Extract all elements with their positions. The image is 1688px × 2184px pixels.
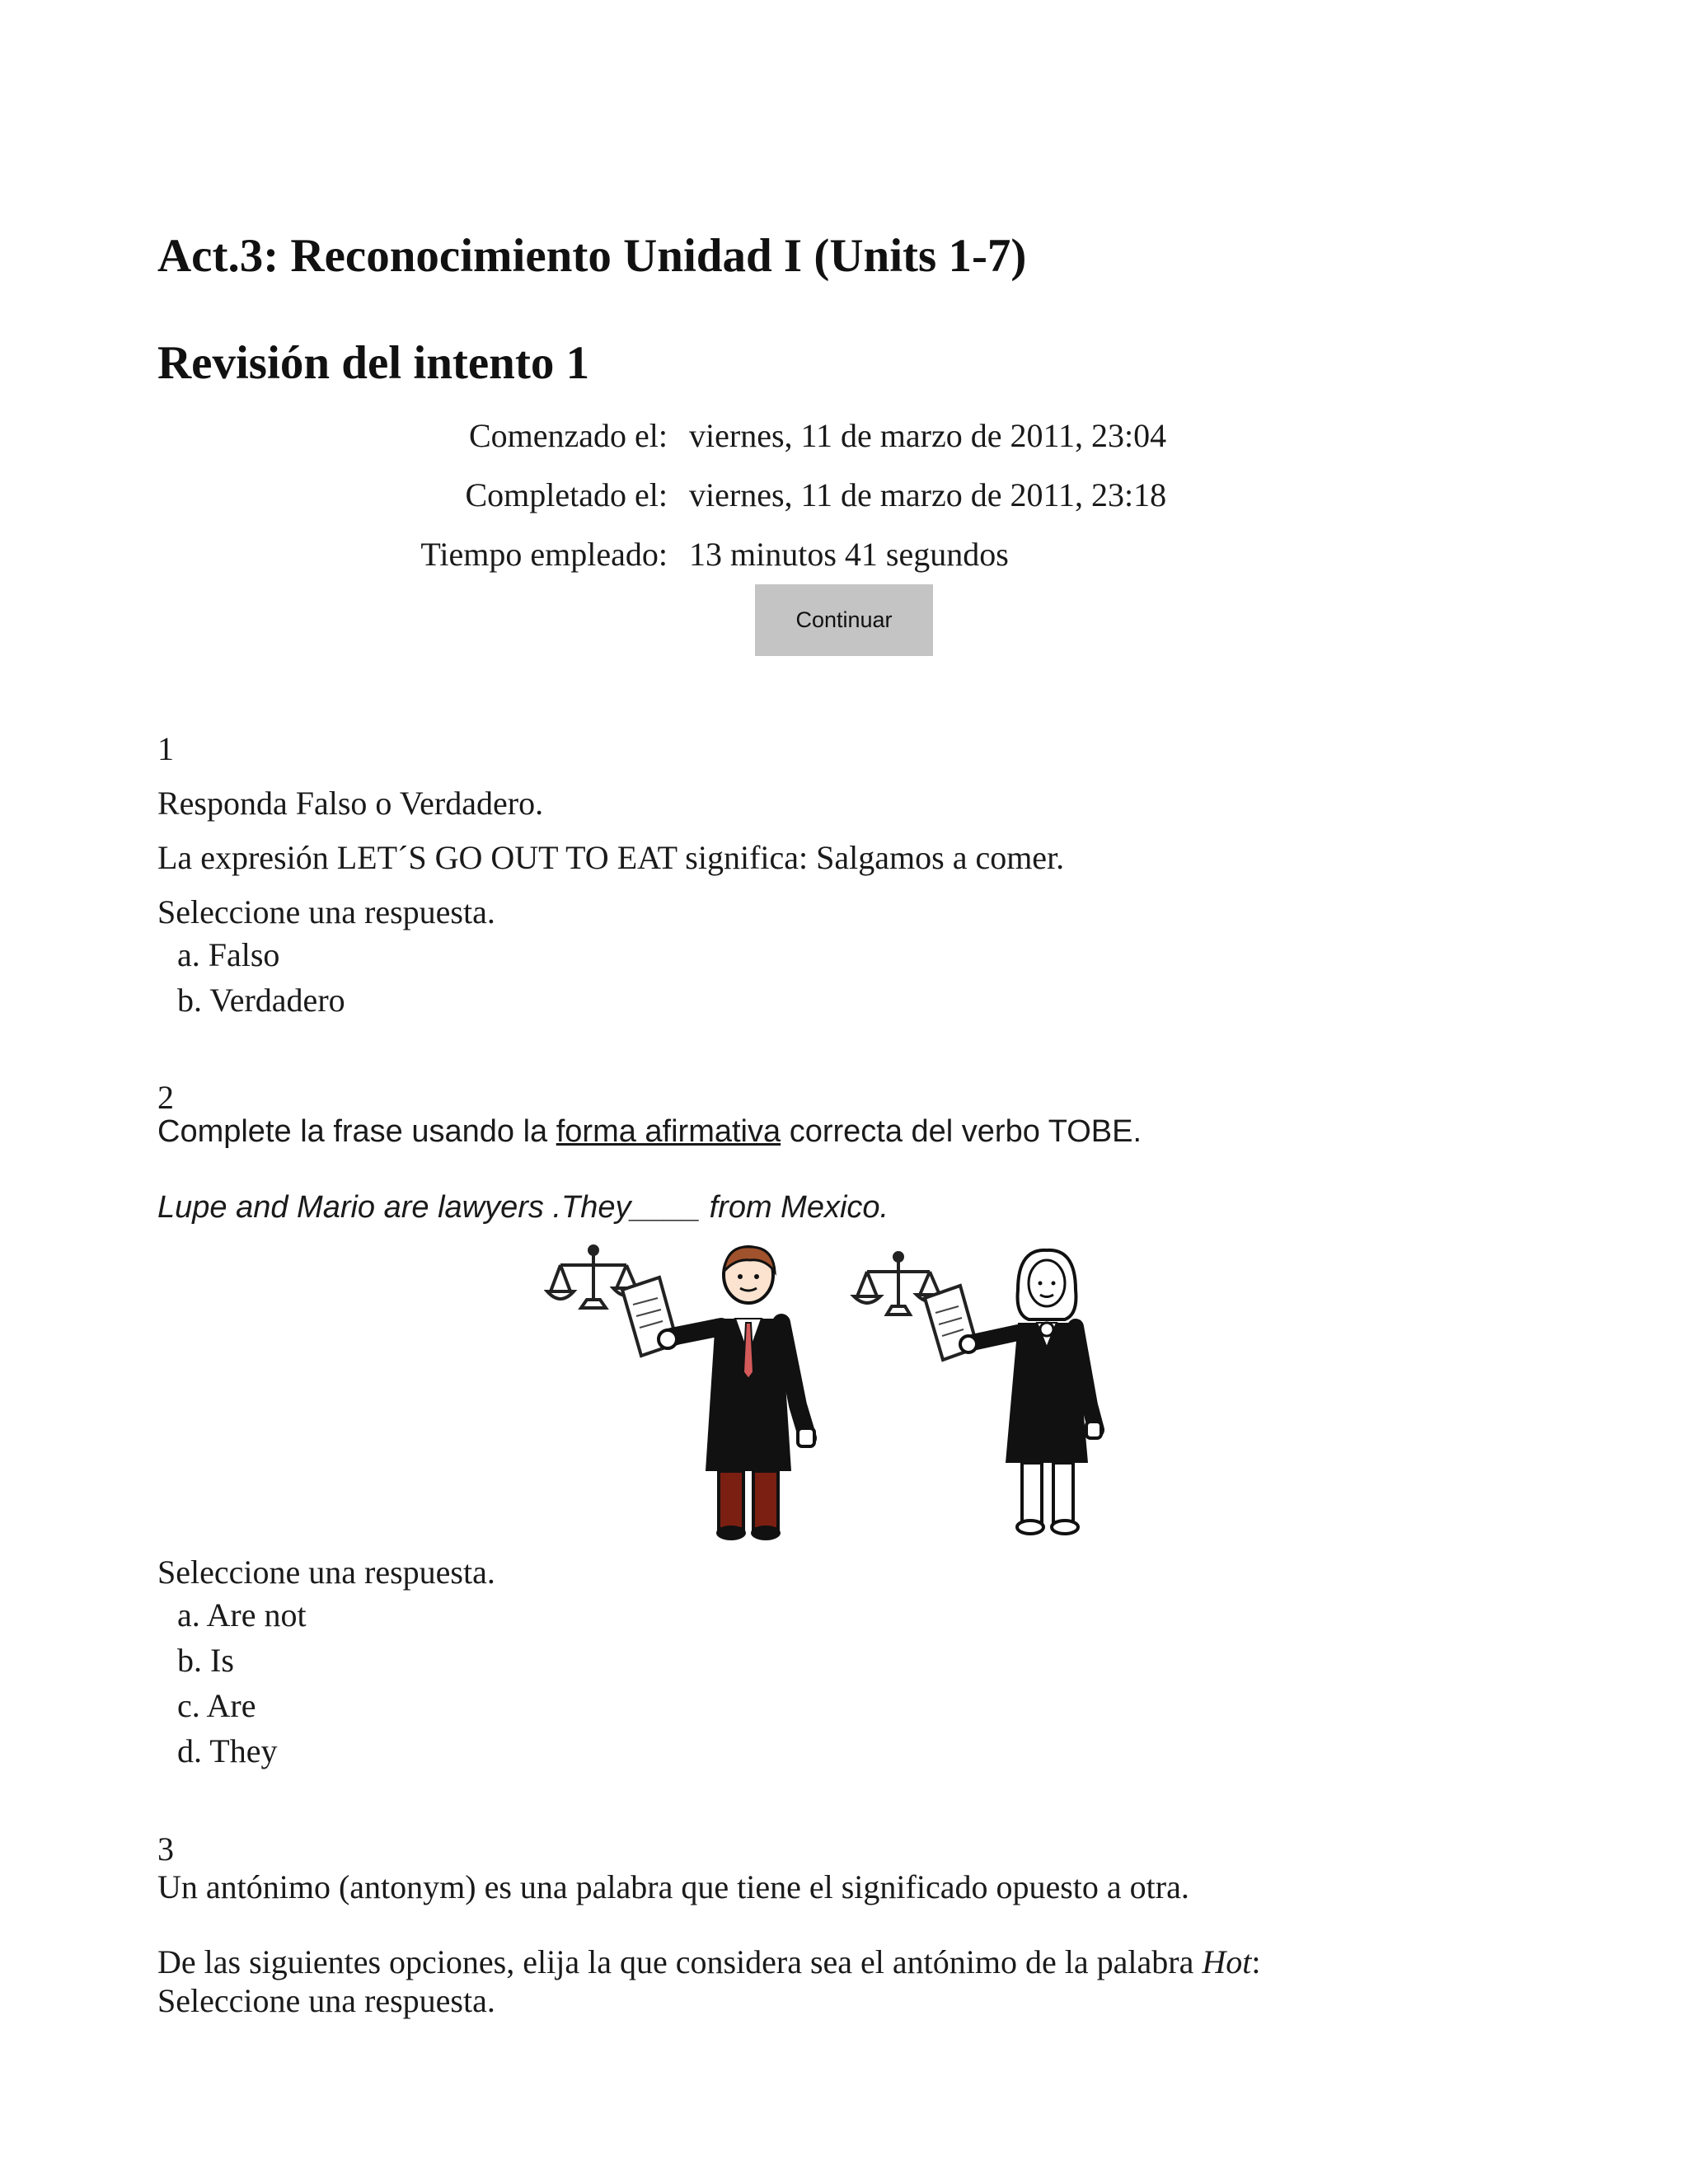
question-number: 1	[157, 730, 174, 767]
completed-value: viernes, 11 de marzo de 2011, 23:18	[689, 476, 1167, 513]
page-title: Act.3: Reconocimiento Unidad I (Units 1-7)	[157, 230, 1027, 282]
answer-prompt: Seleccione una respuesta.	[157, 1554, 495, 1591]
question-text: La expresión LET´S GO OUT TO EAT significa: Salgamos a comer.	[157, 839, 1065, 876]
started-label: Comenzado el:	[468, 417, 668, 454]
question-sentence: Lupe and Mario are lawyers .They____ from Mexico.	[157, 1190, 889, 1225]
question-instruction: Responda Falso o Verdadero.	[157, 785, 544, 822]
started-value: viernes, 11 de marzo de 2011, 23:04	[689, 417, 1167, 454]
answer-option[interactable]: b. Verdadero	[177, 982, 345, 1019]
male-lawyer-figure	[547, 1246, 814, 1540]
question-text-post: :	[1251, 1943, 1261, 1980]
female-lawyer-figure	[854, 1250, 1101, 1534]
question-text: Un antónimo (antonym) es una palabra que tiene el significado opuesto a otra.	[157, 1868, 1189, 1905]
answer-option[interactable]: a. Falso	[177, 936, 280, 973]
question-prompt-line	[157, 1943, 1260, 1981]
question-number: 3	[157, 1830, 174, 1868]
answer-prompt: Seleccione una respuesta.	[157, 893, 495, 930]
time-taken-value: 13 minutos 41 segundos	[689, 536, 1009, 573]
answer-option[interactable]: a. Are not	[177, 1596, 307, 1633]
time-taken-label: Tiempo empleado:	[420, 536, 668, 573]
instruction-text-post: correcta del verbo TOBE.	[781, 1114, 1142, 1149]
instruction-text-pre: Complete la frase usando la	[157, 1114, 556, 1149]
answer-option[interactable]: d. They	[177, 1732, 278, 1769]
continue-button[interactable]: Continuar	[755, 584, 933, 656]
instruction-emphasis: forma afirmativa	[556, 1114, 781, 1149]
answer-option[interactable]: b. Is	[177, 1642, 234, 1679]
completed-label: Completado el:	[465, 476, 668, 513]
question-number: 2	[157, 1079, 174, 1116]
question-instruction	[157, 1114, 1142, 1150]
question-text-pre: De las siguientes opciones, elija la que considera sea el antónimo de la palabra	[157, 1943, 1203, 1980]
question-keyword: Hot	[1202, 1943, 1252, 1980]
lawyers-illustration	[544, 1240, 1146, 1545]
answer-option[interactable]: c. Are	[177, 1687, 256, 1724]
answer-prompt: Seleccione una respuesta.	[157, 1982, 495, 2019]
attempt-subtitle: Revisión del intento 1	[157, 337, 590, 389]
